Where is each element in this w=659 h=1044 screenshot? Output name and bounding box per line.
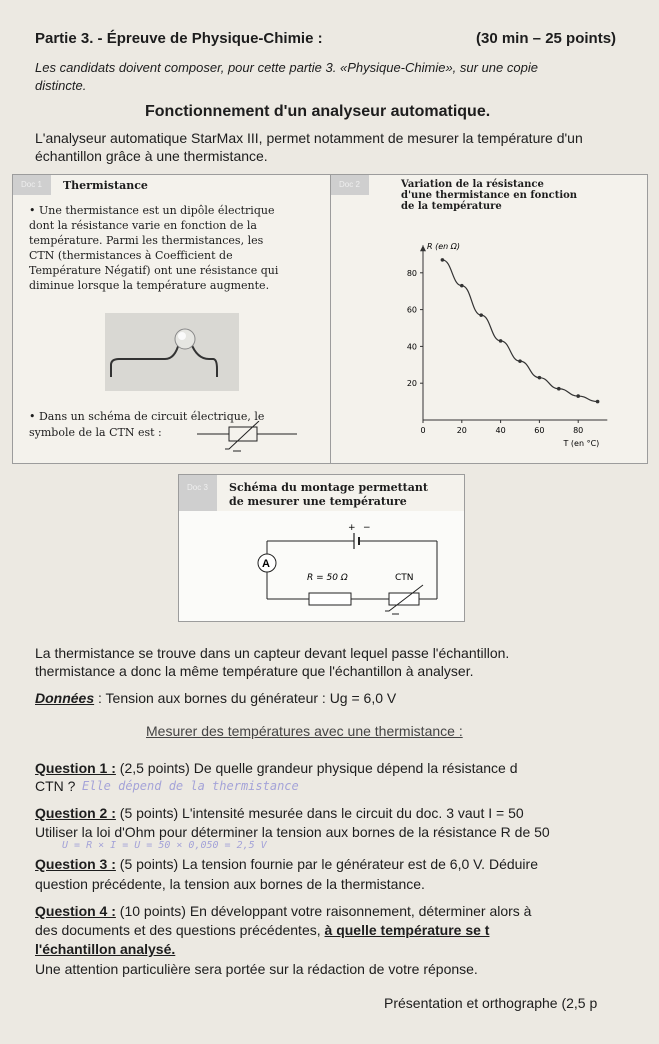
data-point [479, 313, 483, 317]
ctn-symbol [197, 421, 297, 455]
x-tick-label: 80 [573, 426, 584, 435]
doc3-title-1: Schéma du montage permettant [229, 481, 428, 494]
doc3-panel [178, 474, 465, 622]
q3-line-1 [35, 856, 538, 872]
doc3-tag-bar [179, 475, 217, 511]
doc2-title-3: de la température [401, 201, 502, 212]
doc1-symbol-line-1: • Dans un schéma de circuit électrique, le [29, 410, 265, 423]
doc3-tag: Doc 3 [187, 483, 208, 492]
y-tick-label: 20 [406, 379, 417, 389]
data-point [557, 387, 561, 391]
doc2-panel [330, 174, 648, 464]
donnees [35, 690, 396, 706]
battery-minus: − [363, 523, 371, 533]
q1-line-2: CTN ? [35, 778, 76, 794]
page-title: Fonctionnement d'un analyseur automatique. [145, 103, 491, 120]
q3-text: (5 points) La tension fournie par le générateur est de 6,0 V. Déduire [115, 856, 538, 872]
q3-label: Question 3 : [35, 856, 116, 872]
doc2-tag: Doc 2 [339, 180, 360, 189]
q4-label: Question 4 : [35, 903, 116, 919]
q4-text: (10 points) En développant votre raisonnement, déterminer alors à [115, 903, 532, 919]
data-point [518, 359, 522, 363]
q1-text: (2,5 points) De quelle grandeur physique dépend la résistance d [115, 760, 518, 776]
q2-label: Question 2 : [35, 805, 116, 821]
x-tick-label: 40 [495, 426, 506, 435]
battery-plus: + [348, 523, 356, 533]
doc1-line: température. Parmi les thermistances, les [29, 234, 264, 247]
doc2-title-1: Variation de la résistance [401, 179, 544, 190]
q4-line-1 [35, 903, 531, 919]
q2-text: (5 points) L'intensité mesurée dans le circuit du doc. 3 vaut I = 50 [115, 805, 524, 821]
doc1-title: Thermistance [63, 179, 148, 192]
description-line-1: L'analyseur automatique StarMax III, permet notamment de mesurer la température d'un [35, 130, 583, 146]
data-point [576, 394, 580, 398]
circuit-diagram [179, 511, 464, 621]
doc1-line: • Une thermistance est un dipôle électrique [29, 204, 275, 217]
donnees-label: Données [35, 690, 95, 706]
ammeter-label: A [262, 558, 270, 570]
q3-line-2: question précédente, la tension aux bornes de la thermistance. [35, 876, 425, 892]
doc1-line: diminue lorsque la température augmente. [29, 279, 270, 292]
thermistor-photo [105, 313, 239, 391]
data-point [460, 284, 464, 288]
resistance-curve [442, 260, 597, 402]
doc1-line: dont la résistance varie en fonction de la [29, 219, 257, 232]
q4-line-3: l'échantillon analysé. [35, 941, 176, 957]
intro-line-1: Les candidats doivent composer, pour cette partie 3. «Physique-Chimie», sur une copie [35, 60, 538, 75]
donnees-text: : Tension aux bornes du générateur : Ug = 6,0 V [94, 690, 397, 706]
y-tick-label: 40 [406, 342, 417, 352]
q4-line-2b: à quelle température se t [324, 922, 490, 938]
q4-line-2 [35, 922, 489, 938]
data-point [441, 258, 445, 262]
x-tick-label: 60 [534, 426, 545, 435]
y-axis-label: R (en Ω) [427, 242, 460, 252]
data-point [499, 339, 503, 343]
q2-line-2: Utiliser la loi d'Ohm pour déterminer la tension aux bornes de la résistance R de 50 [35, 824, 550, 840]
header-left: Partie 3. - Épreuve de Physique-Chimie : [35, 30, 323, 47]
x-tick-label: 0 [420, 426, 426, 435]
q4-line-2a: des documents et des questions précédentes, [35, 922, 325, 938]
doc1-symbol-line-2: symbole de la CTN est : [29, 426, 162, 439]
intro-line-2: distincte. [35, 78, 87, 93]
y-tick-label: 60 [406, 305, 417, 315]
doc1-line: Température Négatif) ont une résistance qui [29, 264, 279, 277]
q1-label: Question 1 : [35, 760, 116, 776]
data-point [596, 400, 600, 404]
presentation-points: Présentation et orthographe (2,5 p [384, 995, 598, 1011]
resistor-label: R = 50 Ω [307, 573, 348, 583]
doc2-title-2: d'une thermistance en fonction [401, 190, 578, 201]
context-line-2: thermistance a donc la même température que l'échantillon à analyser. [35, 663, 474, 679]
y-axis-arrow [420, 245, 426, 251]
resistance-chart [331, 215, 647, 463]
doc3-title-2: de mesurer une température [229, 495, 407, 508]
y-tick-label: 80 [406, 268, 417, 278]
x-tick-label: 20 [456, 426, 467, 435]
x-axis-label: T (en °C) [563, 439, 600, 448]
q2-handwriting: U = R × I = U = 50 × 0,050 = 2,5 V [62, 840, 267, 851]
writing-note: Une attention particulière sera portée sur la rédaction de votre réponse. [35, 961, 478, 977]
q1-handwriting: Elle dépend de la thermistance [82, 779, 299, 793]
doc1-tag: Doc 1 [21, 180, 42, 189]
section-title: Mesurer des températures avec une thermistance : [146, 723, 463, 739]
doc1-line: CTN (thermistances à Coefficient de [29, 249, 233, 262]
context-line-1: La thermistance se trouve dans un capteur devant lequel passe l'échantillon. [35, 645, 510, 661]
data-point [538, 376, 542, 380]
ctn-label: CTN [395, 573, 414, 583]
q1-line-1 [35, 760, 518, 776]
resistor [309, 593, 351, 605]
q2-line-1 [35, 805, 524, 821]
doc1-paragraph [29, 203, 278, 293]
doc1-panel [12, 174, 332, 464]
header-right: (30 min – 25 points) [476, 30, 617, 47]
description-line-2: échantillon grâce à une thermistance. [35, 148, 268, 164]
